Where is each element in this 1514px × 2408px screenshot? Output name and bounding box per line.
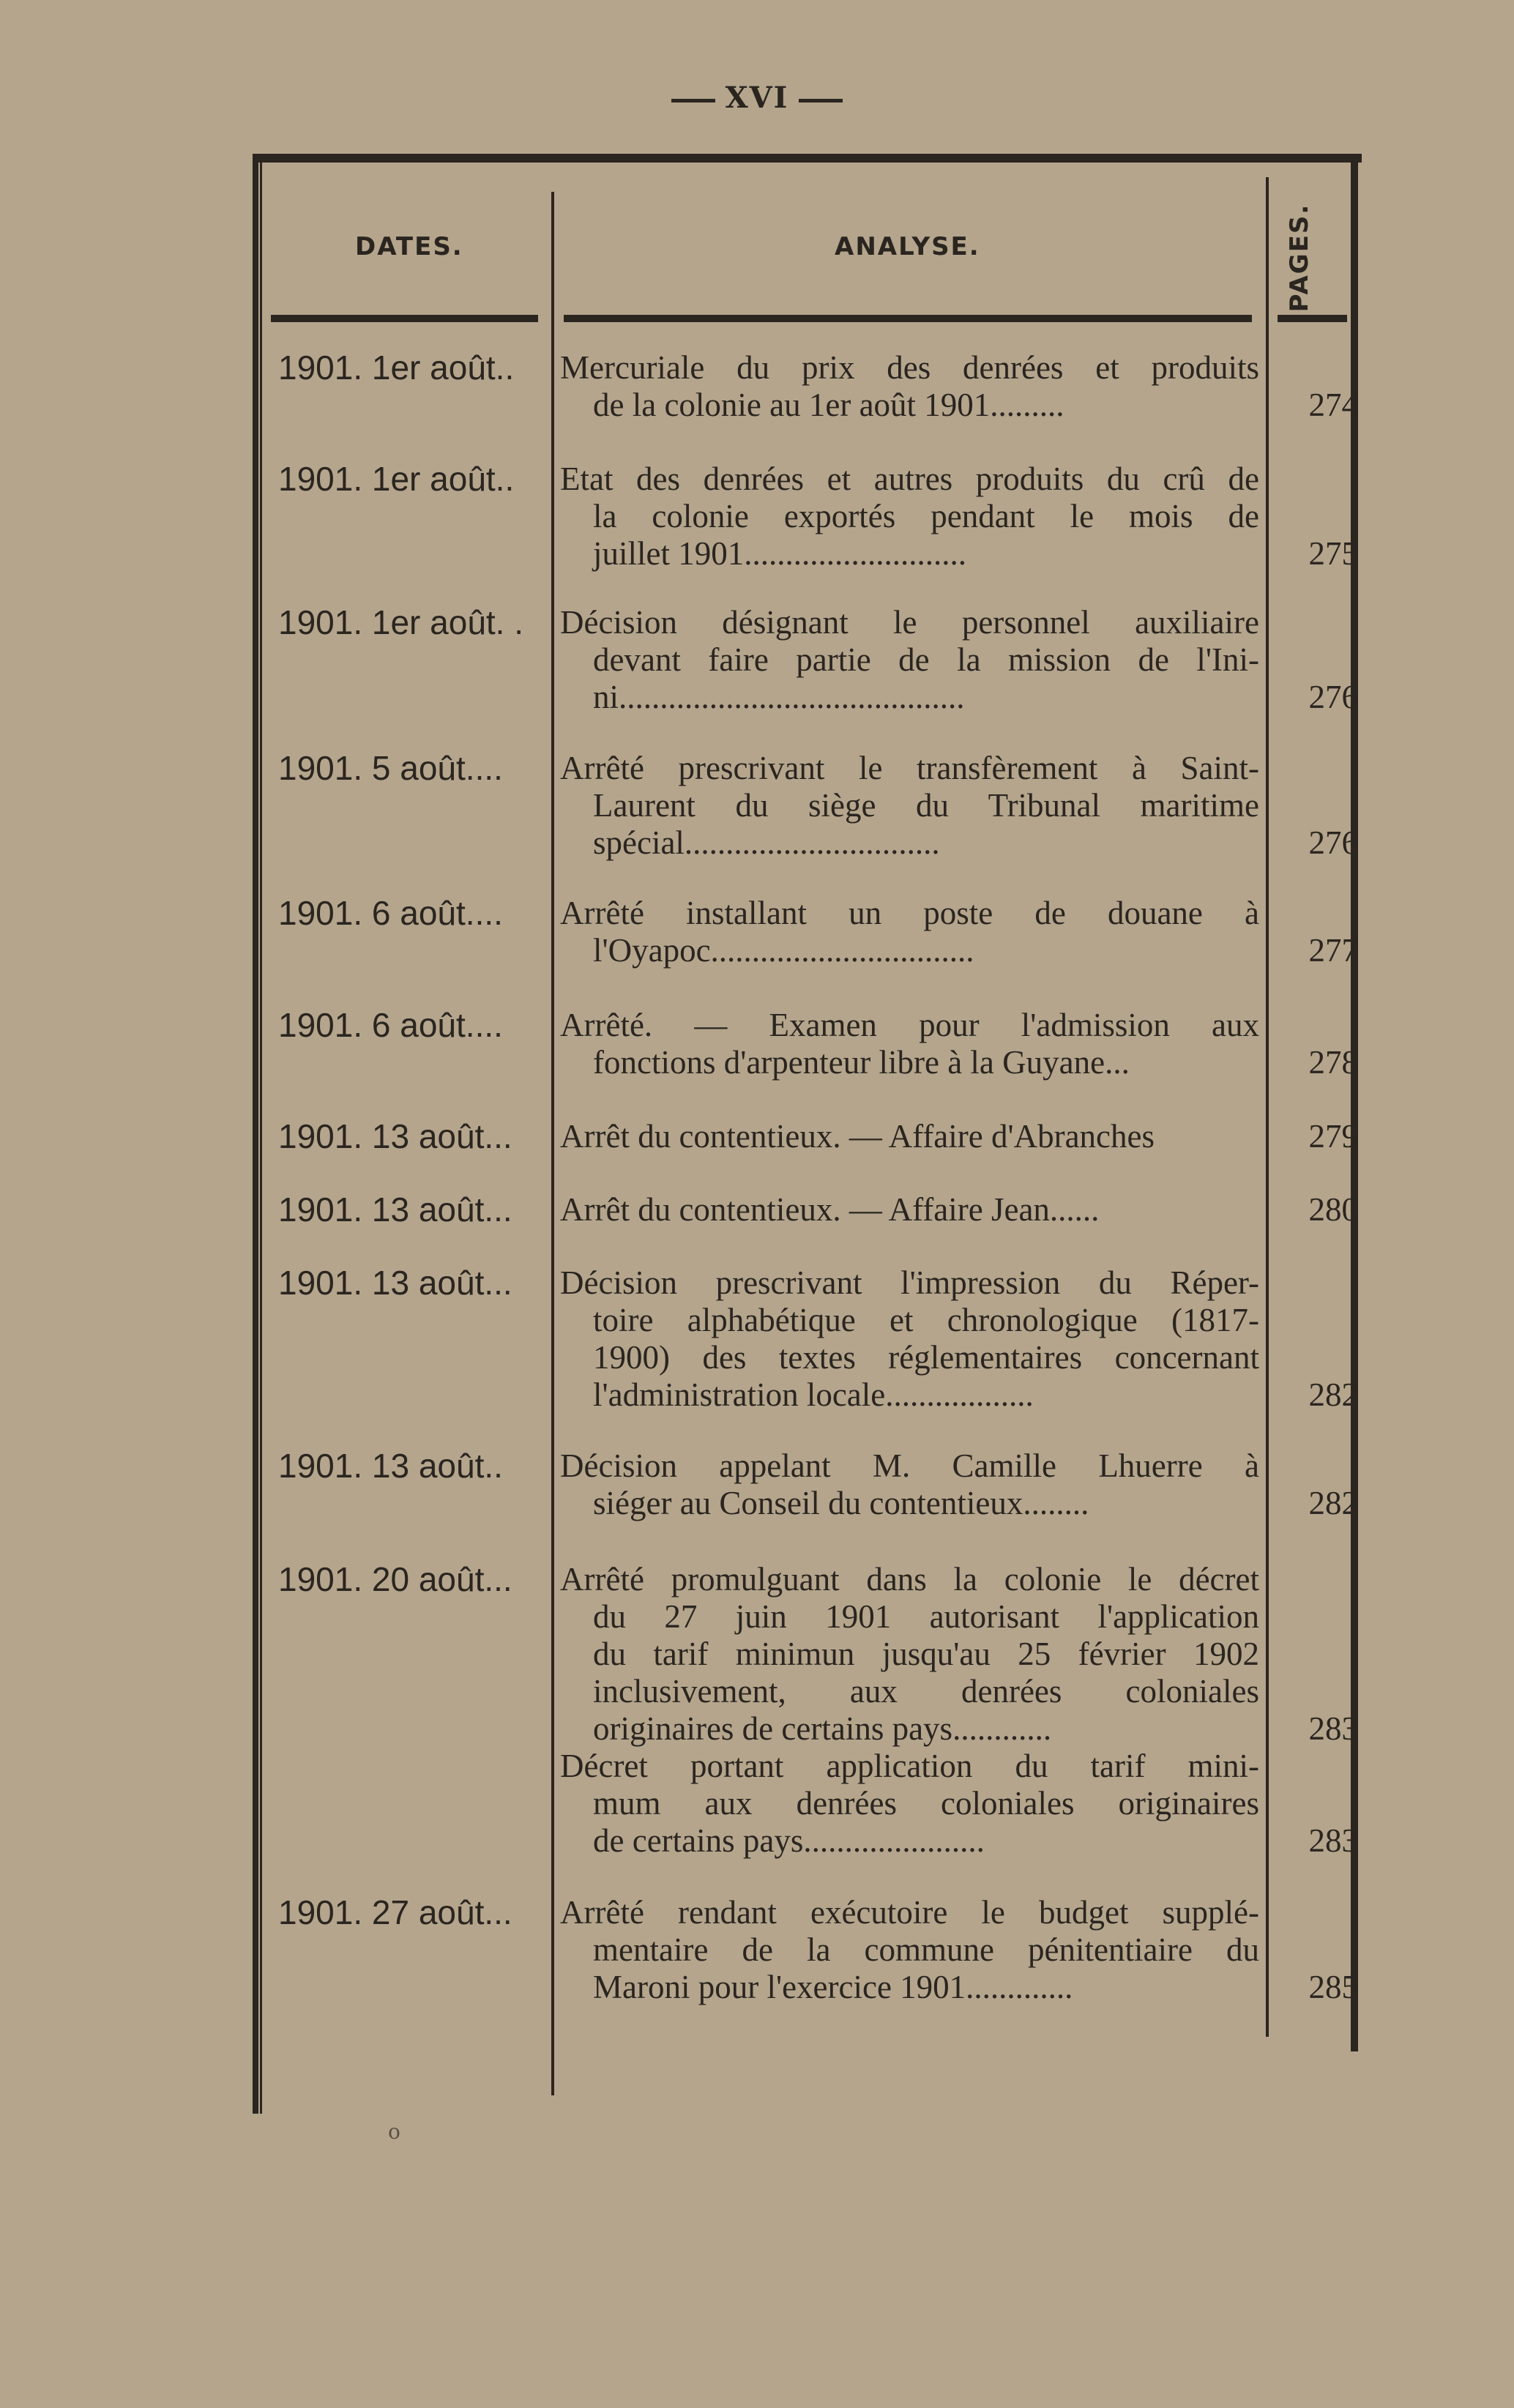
row-analyse — [560, 1748, 1259, 1860]
row-analyse — [560, 1191, 1259, 1229]
row-analyse — [560, 1264, 1259, 1414]
row-analyse-line: Décision prescrivant l'impression du Réper- — [560, 1264, 1259, 1301]
row-analyse-line: Décision désignant le personnel auxiliaire — [560, 604, 1259, 641]
row-analyse-line: Maroni pour l'exercice 1901............. — [593, 1969, 1073, 2005]
header-dates: DATES. — [355, 232, 463, 261]
header-rule-pages — [1278, 315, 1347, 322]
page-number — [0, 81, 1514, 115]
row-analyse-line: Décision appelant M. Camille Lhuerre à — [560, 1447, 1259, 1484]
row-page: 282 — [1308, 1485, 1358, 1521]
row-date: 1901. 13 août.. — [278, 1447, 503, 1485]
row-page: 274 — [1308, 387, 1358, 423]
row-page: 283 — [1308, 1710, 1358, 1747]
row-analyse — [560, 349, 1259, 424]
row-analyse-line: de certains pays...................... — [593, 1822, 985, 1859]
row-analyse — [560, 604, 1259, 716]
row-date: 1901. 6 août.... — [278, 894, 503, 932]
table-header — [253, 163, 1362, 327]
row-analyse-line: de la colonie au 1er août 1901......... — [593, 387, 1064, 423]
row-analyse-line: ni.......................................... — [593, 679, 965, 715]
row-analyse-line: Etat des denrées et autres produits du crû de — [560, 461, 1259, 497]
row-date: 1901. 13 août... — [278, 1117, 512, 1155]
row-analyse-line: originaires de certains pays............ — [593, 1710, 1052, 1747]
row-analyse-line: juillet 1901........................... — [593, 535, 966, 572]
row-analyse — [560, 461, 1259, 573]
row-date: 1901. 13 août... — [278, 1264, 512, 1302]
row-analyse-line: inclusivement, aux denrées coloniales — [593, 1673, 1259, 1710]
row-page: 279 — [1308, 1118, 1358, 1155]
row-date: 1901. 20 août... — [278, 1560, 512, 1598]
row-date: 1901. 1er août.. — [278, 348, 515, 387]
header-pages: PAGES. — [1285, 203, 1314, 313]
page-speck: o — [388, 2120, 400, 2144]
row-page: 277 — [1308, 932, 1358, 969]
row-analyse-line: Arrêté prescrivant le transfèrement à Saint- — [560, 750, 1259, 786]
row-date: 1901. 1er août. . — [278, 603, 524, 641]
row-analyse-line: du 27 juin 1901 autorisant l'application — [593, 1598, 1259, 1635]
row-page: 285 — [1308, 1969, 1358, 2005]
row-date: 1901. 13 août... — [278, 1190, 512, 1229]
row-page: 283 — [1308, 1822, 1358, 1859]
row-analyse — [560, 1447, 1259, 1522]
row-analyse-line: Mercuriale du prix des denrées et produits — [560, 349, 1259, 386]
header-rule-analyse — [564, 315, 1252, 322]
row-analyse-line: toire alphabétique et chronologique (1817- — [593, 1302, 1259, 1338]
table-left-border-inner — [260, 163, 262, 2114]
row-analyse — [560, 1007, 1259, 1081]
header-analyse: ANALYSE. — [835, 232, 980, 261]
row-analyse-line: la colonie exportés pendant le mois de — [593, 498, 1259, 534]
row-analyse-line: l'administration locale.................. — [593, 1376, 1034, 1413]
row-page: 278 — [1308, 1044, 1358, 1081]
row-analyse-line: Arrêt du contentieux. — Affaire d'Abranches — [560, 1118, 1155, 1155]
row-analyse — [560, 895, 1259, 969]
row-analyse-line: Arrêté. — Examen pour l'admission aux — [560, 1007, 1259, 1043]
row-analyse-line: fonctions d'arpenteur libre à la Guyane... — [593, 1044, 1130, 1081]
table-right-border — [1351, 163, 1358, 2051]
header-rule-dates — [271, 315, 538, 322]
ornament-dash-left — [671, 99, 715, 102]
row-analyse-line: devant faire partie de la mission de l'Ini- — [593, 641, 1259, 678]
row-analyse-line: Laurent du siège du Tribunal maritime — [593, 787, 1259, 824]
row-analyse-line: Arrêté installant un poste de douane à — [560, 895, 1259, 931]
row-analyse-line: du tarif minimun jusqu'au 25 février 1902 — [593, 1636, 1259, 1672]
row-page: 280 — [1308, 1191, 1358, 1228]
row-analyse-line: mum aux denrées coloniales originaires — [593, 1785, 1259, 1822]
row-analyse — [560, 1118, 1259, 1155]
row-page: 275 — [1308, 535, 1358, 572]
row-analyse-line: Arrêté rendant exécutoire le budget supplé- — [560, 1894, 1259, 1931]
row-date: 1901. 6 août.... — [278, 1006, 503, 1044]
page-number-text: XVI — [725, 81, 789, 115]
row-analyse-line: Arrêt du contentieux. — Affaire Jean...... — [560, 1191, 1100, 1228]
row-analyse-line: l'Oyapoc................................ — [593, 932, 974, 969]
row-analyse — [560, 1894, 1259, 2006]
row-analyse-line: Décret portant application du tarif mini- — [560, 1748, 1259, 1784]
column-divider-pages — [1266, 177, 1269, 2037]
row-analyse-line: siéger au Conseil du contentieux........ — [593, 1485, 1089, 1521]
row-date: 1901. 1er août.. — [278, 460, 515, 498]
row-analyse-line: mentaire de la commune pénitentiaire du — [593, 1931, 1259, 1968]
row-analyse — [560, 1561, 1259, 1748]
row-analyse — [560, 750, 1259, 862]
table-left-border — [253, 163, 258, 2114]
row-date: 1901. 27 août... — [278, 1893, 512, 1931]
row-date: 1901. 5 août.... — [278, 749, 503, 787]
row-analyse-line: 1900) des textes réglementaires concernant — [593, 1339, 1259, 1376]
row-page: 276 — [1308, 824, 1358, 861]
row-analyse-line: spécial............................... — [593, 824, 940, 861]
index-table — [253, 154, 1362, 2114]
row-page: 276 — [1308, 679, 1358, 715]
ornament-dash-right — [799, 99, 843, 102]
row-page: 282 — [1308, 1376, 1358, 1413]
row-analyse-line: Arrêté promulguant dans la colonie le décret — [560, 1561, 1259, 1598]
